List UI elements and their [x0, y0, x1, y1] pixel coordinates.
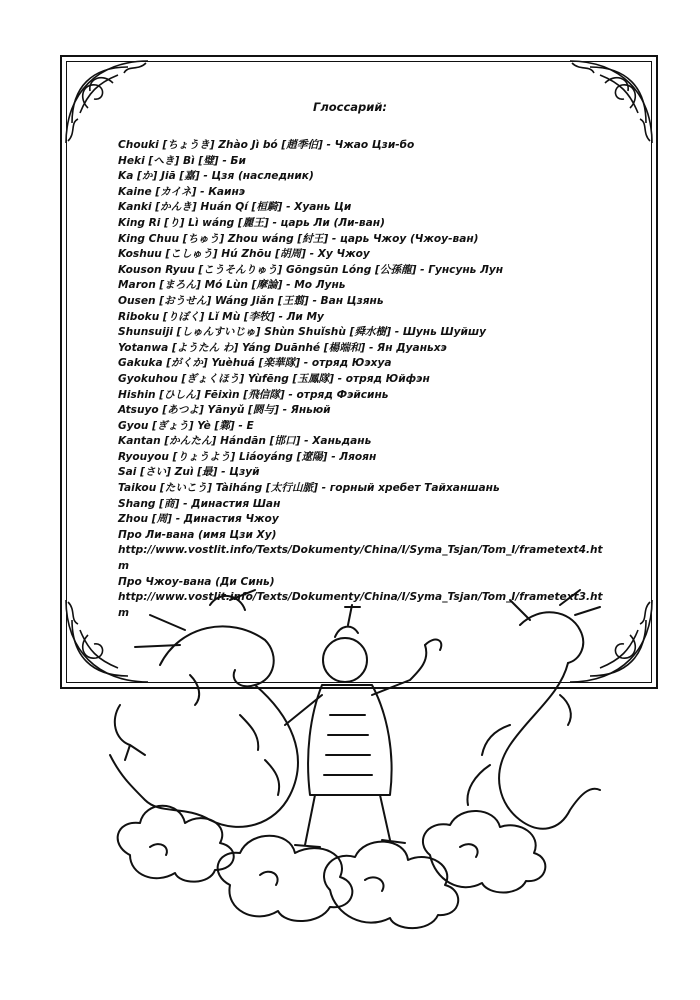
glossary-entry: Hishin [ひしん] Fēixìn [飛信隊] - отряд Фэйсинь	[118, 388, 389, 401]
glossary-title: Глоссарий:	[313, 100, 387, 114]
glossary-entry: Maron [まろん] Mó Lùn [摩論] - Мо Лунь	[118, 279, 346, 292]
glossary-link[interactable]: http://www.vostlit.info/Texts/Dokumenty/China/I/Syma_Tsjan/Tom_I/frametext3.htm	[118, 591, 603, 619]
glossary-entry: King Chuu [ちゅう] Zhou wáng [紂王] - царь Чжоу (Чжоу-ван)	[118, 232, 479, 245]
glossary-entry: Yotanwa [ようたん わ] Yáng Duānhé [楊端和] - Ян Дуаньхэ	[118, 341, 447, 354]
glossary-entry: Kaine [カイネ] - Каинэ	[118, 185, 246, 198]
glossary-entry: Ousen [おうせん] Wáng Jiǎn [王翦] - Ван Цзянь	[118, 294, 384, 307]
glossary-entry: Shunsuiji [しゅんすいじゅ] Shùn Shuǐshù [舜水樹] - Шунь Шуйшу	[118, 326, 487, 339]
glossary-entry: Ryouyou [りょうよう] Liáoyáng [遼陽] - Ляоян	[118, 450, 377, 463]
glossary-list	[118, 138, 608, 621]
glossary-entry: Gakuka [がくか] Yuèhuá [楽華隊] - отряд Юэхуа	[118, 357, 392, 370]
glossary-entry: Kouson Ryuu [こうそんりゅう] Gōngsūn Lóng [公孫龍] - Гунсунь Лун	[118, 263, 504, 276]
glossary-link[interactable]: http://www.vostlit.info/Texts/Dokumenty/China/I/Syma_Tsjan/Tom_I/frametext4.htm	[118, 544, 603, 573]
cloud-shape	[118, 806, 546, 928]
glossary-entry: Sai [さい] Zuì [最] - Цзуй	[118, 466, 260, 479]
left-dragon	[110, 590, 298, 827]
glossary-entry: Ka [か] Jiā [嘉] - Цзя (наследник)	[118, 170, 314, 183]
glossary-entry: Zhou [周] - Династия Чжоу	[118, 513, 279, 526]
glossary-entry: Gyou [ぎょう] Yè [鄴] - Е	[118, 419, 254, 432]
glossary-entry: Chouki [ちょうき] Zhào Jì bó [趙季伯] - Чжао Цзи-бо	[118, 139, 415, 151]
glossary-entry: Taikou [たいこう] Tàiháng [太行山脈] - горный хребет Тайханшань	[118, 482, 500, 495]
glossary-entry: Koshuu [こしゅう] Hú Zhōu [胡周] - Ху Чжоу	[118, 248, 370, 261]
glossary-entry: Про Ли-вана (имя Цзи Ху)	[118, 528, 277, 541]
glossary-entry: Atsuyo [あつよ] Yānyǔ [閼与] - Яньюй	[118, 404, 331, 417]
glossary-entry: Про Чжоу-вана (Ди Синь)	[118, 575, 275, 588]
glossary-entry: Shang [商] - Династия Шан	[118, 497, 281, 510]
glossary-entry: Gyokuhou [ぎょくほう] Yùfēng [玉鳳隊] - отряд Юйфэн	[118, 372, 430, 385]
right-dragon	[467, 590, 600, 829]
glossary-entry: Kantan [かんたん] Hándān [邯口] - Ханьдань	[118, 435, 372, 448]
glossary-entry: Kanki [かんき] Huán Qí [桓騎] - Хуань Ци	[118, 201, 352, 214]
central-figure	[285, 605, 441, 847]
glossary-entry: Riboku [りぼく] Lǐ Mù [李牧] - Ли Му	[118, 310, 324, 323]
dragon-illustration	[90, 585, 610, 985]
glossary-entry: Heki [へき] Bì [璧] - Би	[118, 154, 246, 167]
glossary-entry: King Ri [り] Lì wáng [麗王] - царь Ли (Ли-ван)	[118, 216, 385, 229]
